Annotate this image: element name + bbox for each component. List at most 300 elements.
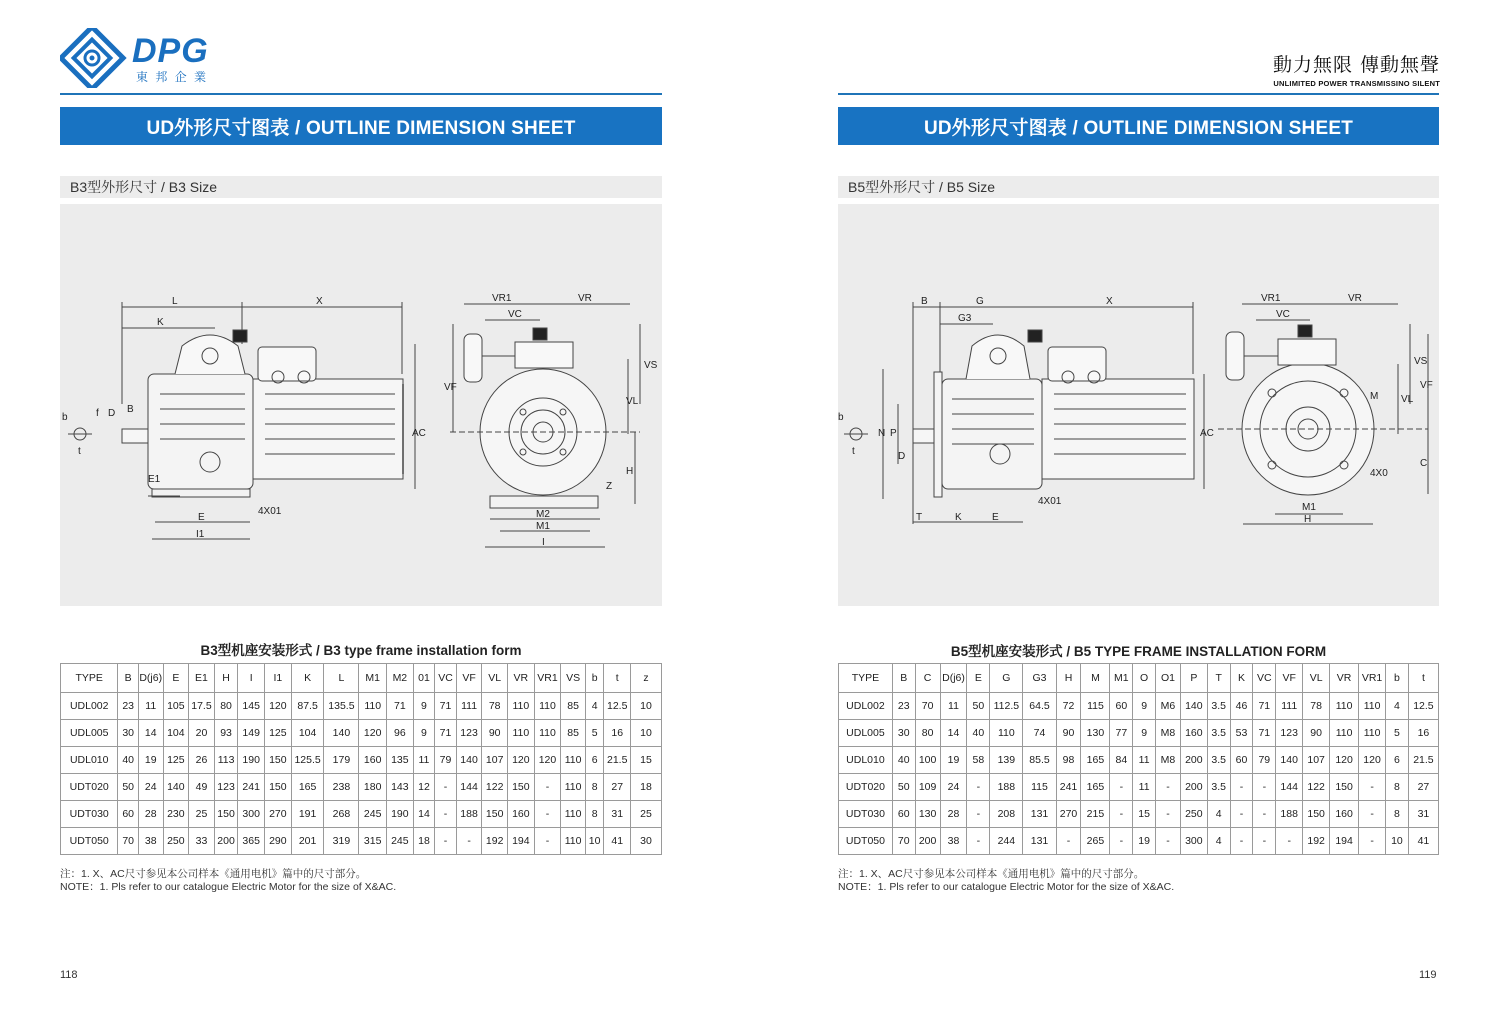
table-cell: 60 (892, 801, 915, 828)
table-cell: - (534, 801, 561, 828)
table-cell: 71 (1253, 720, 1276, 747)
table-cell: 270 (1056, 801, 1081, 828)
table-cell: 23 (118, 693, 139, 720)
right-banner: UD外形尺寸图表 / OUTLINE DIMENSION SHEET (838, 107, 1439, 145)
table-cell: 192 (482, 828, 508, 855)
table-cell: 10 (631, 693, 662, 720)
table-cell: 5 (585, 720, 603, 747)
dim-holes2-label: 4X0 (1370, 468, 1388, 479)
table-cell: 60 (1230, 747, 1253, 774)
table-cell: 107 (1303, 747, 1330, 774)
column-header: M (1081, 664, 1110, 693)
table-cell: 3.5 (1207, 774, 1230, 801)
table-cell: 188 (990, 774, 1023, 801)
column-header: H (1056, 664, 1081, 693)
dim-vr1-label: VR1 (492, 293, 512, 304)
table-cell: 188 (456, 801, 482, 828)
table-cell: 27 (1408, 774, 1438, 801)
table-row (839, 801, 1439, 828)
table-cell: 24 (138, 774, 163, 801)
column-header: VR (1330, 664, 1359, 693)
table-row (839, 774, 1439, 801)
table-cell: 87.5 (291, 693, 324, 720)
table-cell: 115 (1081, 693, 1110, 720)
table-cell: 21.5 (1408, 747, 1438, 774)
left-subhead: B3型外形尺寸 / B3 Size (60, 176, 662, 198)
dim-g-label: G (976, 296, 984, 307)
column-header: P (1180, 664, 1207, 693)
column-header: E1 (189, 664, 215, 693)
table-cell: 165 (1081, 774, 1110, 801)
table-cell: 19 (940, 747, 967, 774)
table-cell: 5 (1386, 720, 1409, 747)
table-cell: - (1276, 828, 1303, 855)
table-cell: 90 (482, 720, 508, 747)
table-cell: 71 (387, 693, 414, 720)
table-cell: 125.5 (291, 747, 324, 774)
table-cell: - (967, 801, 990, 828)
table-cell: 90 (1056, 720, 1081, 747)
left-page-number: 118 (60, 969, 78, 981)
table-cell: 165 (291, 774, 324, 801)
table-cell: 28 (138, 801, 163, 828)
table-header-row (61, 664, 662, 693)
table-cell: 130 (915, 801, 940, 828)
table-cell: 12 (413, 774, 435, 801)
dim-vr-label: VR (1348, 293, 1362, 304)
column-header: K (291, 664, 324, 693)
table-cell: 3.5 (1207, 720, 1230, 747)
table-cell: 14 (138, 720, 163, 747)
table-cell: 70 (892, 828, 915, 855)
left-note (60, 868, 396, 894)
table-cell: 9 (1133, 720, 1156, 747)
table-cell: 300 (238, 801, 265, 828)
table-cell: 9 (413, 693, 435, 720)
table-row (61, 693, 662, 720)
table-cell: 58 (967, 747, 990, 774)
table-cell: 230 (163, 801, 189, 828)
table-cell: 200 (1180, 774, 1207, 801)
table-cell: 107 (482, 747, 508, 774)
column-header: O (1133, 664, 1156, 693)
table-cell: 110 (534, 720, 561, 747)
dim-z-label: Z (606, 481, 613, 492)
table-cell: 8 (1386, 801, 1409, 828)
table-cell: 11 (413, 747, 435, 774)
table-cell: 150 (508, 774, 535, 801)
table-cell: 71 (435, 693, 457, 720)
table-cell: 111 (456, 693, 482, 720)
table-cell: 12.5 (1408, 693, 1438, 720)
b5-drawing-panel (838, 204, 1439, 606)
table-cell: 4 (585, 693, 603, 720)
table-cell: - (1359, 774, 1386, 801)
table-cell: UDT050 (839, 828, 893, 855)
table-cell: 74 (1023, 720, 1056, 747)
slogan-cn: 動力無限 傳動無聲 (1272, 54, 1440, 76)
table-cell: 110 (561, 801, 586, 828)
table-cell: 110 (561, 774, 586, 801)
table-cell: 71 (1253, 693, 1276, 720)
dim-x-label: X (316, 296, 323, 307)
table-cell: 120 (1359, 747, 1386, 774)
table-cell: 15 (1133, 801, 1156, 828)
column-header: L (324, 664, 359, 693)
table-cell: UDL010 (839, 747, 893, 774)
table-cell: 23 (892, 693, 915, 720)
table-cell: 11 (940, 693, 967, 720)
table-cell: 14 (940, 720, 967, 747)
table-cell: 30 (892, 720, 915, 747)
table-cell: 20 (189, 720, 215, 747)
table-cell: 110 (359, 693, 387, 720)
table-cell: 135 (387, 747, 414, 774)
column-header: t (1408, 664, 1438, 693)
table-cell: 96 (387, 720, 414, 747)
table-cell: 104 (163, 720, 189, 747)
table-cell: 40 (118, 747, 139, 774)
dim-n-label: N (878, 428, 886, 439)
dim-f-label: f (96, 408, 99, 419)
column-header: H (214, 664, 238, 693)
table-cell: 123 (456, 720, 482, 747)
table-cell: 135.5 (324, 693, 359, 720)
table-cell: 165 (1081, 747, 1110, 774)
table-cell: 265 (1081, 828, 1110, 855)
table-cell: 64.5 (1023, 693, 1056, 720)
table-cell: - (1359, 828, 1386, 855)
table-cell: UDL002 (839, 693, 893, 720)
dim-i1-label: I1 (196, 529, 205, 540)
table-cell: UDL002 (61, 693, 118, 720)
table-cell: 4 (1207, 801, 1230, 828)
right-header-rule (838, 93, 1439, 95)
table-cell: 41 (604, 828, 631, 855)
column-header: G3 (1023, 664, 1056, 693)
table-cell: 19 (1133, 828, 1156, 855)
table-cell: 18 (631, 774, 662, 801)
table-cell: 25 (631, 801, 662, 828)
table-row (61, 720, 662, 747)
dim-m2-label: M2 (536, 509, 550, 520)
table-cell: 70 (118, 828, 139, 855)
column-header: O1 (1156, 664, 1181, 693)
column-header: D(j6) (940, 664, 967, 693)
table-cell: - (1253, 801, 1276, 828)
column-header: b (585, 664, 603, 693)
table-cell: 40 (967, 720, 990, 747)
table-cell: 10 (631, 720, 662, 747)
dim-e1-label: E1 (148, 474, 161, 485)
left-note-en: NOTE：1. Pls refer to our catalogue Electric Motor for the size of X&AC. (60, 881, 397, 893)
table-cell: 113 (214, 747, 238, 774)
left-header-rule (60, 93, 662, 95)
dim-i-label: I (542, 537, 545, 548)
table-cell: 11 (138, 693, 163, 720)
dim-p-label: P (890, 428, 897, 439)
b5-dimension-table (838, 663, 1439, 855)
table-cell: 8 (585, 801, 603, 828)
dim-b-small-label: b (838, 412, 844, 423)
dim-d-label: D (898, 451, 906, 462)
table-cell: 110 (561, 747, 586, 774)
column-header: E (163, 664, 189, 693)
table-cell: 191 (291, 801, 324, 828)
table-cell: 98 (1056, 747, 1081, 774)
table-cell: 31 (604, 801, 631, 828)
table-cell: 16 (604, 720, 631, 747)
table-cell: 160 (1180, 720, 1207, 747)
table-cell: 143 (387, 774, 414, 801)
table-cell: M8 (1156, 720, 1181, 747)
table-cell: 188 (1276, 801, 1303, 828)
table-cell: UDT030 (839, 801, 893, 828)
table-cell: 4 (1207, 828, 1230, 855)
column-header: D(j6) (138, 664, 163, 693)
table-cell: - (1156, 774, 1181, 801)
table-row (61, 774, 662, 801)
table-cell: 144 (1276, 774, 1303, 801)
table-cell: 145 (238, 693, 265, 720)
column-header: TYPE (839, 664, 893, 693)
table-cell: 120 (359, 720, 387, 747)
table-cell: 78 (482, 693, 508, 720)
table-cell: 125 (265, 720, 292, 747)
table-cell: 110 (508, 720, 535, 747)
table-cell: 70 (915, 693, 940, 720)
table-row (61, 801, 662, 828)
right-subhead: B5型外形尺寸 / B5 Size (838, 176, 1439, 198)
table-cell: 139 (990, 747, 1023, 774)
table-cell: 120 (534, 747, 561, 774)
table-cell: 31 (1408, 801, 1438, 828)
table-cell: 150 (265, 774, 292, 801)
dim-k-label: K (955, 512, 962, 523)
table-cell: 120 (508, 747, 535, 774)
table-cell: 122 (482, 774, 508, 801)
table-cell: 71 (435, 720, 457, 747)
table-cell: 85 (561, 693, 586, 720)
column-header: I1 (265, 664, 292, 693)
column-header: 01 (413, 664, 435, 693)
table-cell: 110 (1330, 720, 1359, 747)
table-cell: 104 (291, 720, 324, 747)
table-cell: 30 (631, 828, 662, 855)
table-cell: 79 (435, 747, 457, 774)
table-cell: 49 (189, 774, 215, 801)
table-cell: 14 (413, 801, 435, 828)
dim-ac-label: AC (1200, 428, 1214, 439)
dim-h-label: H (626, 466, 634, 477)
column-header: t (604, 664, 631, 693)
table-cell: 100 (915, 747, 940, 774)
table-cell: 60 (118, 801, 139, 828)
table-cell: - (1156, 828, 1181, 855)
table-cell: - (967, 828, 990, 855)
table-cell: 140 (163, 774, 189, 801)
table-cell: 46 (1230, 693, 1253, 720)
column-header: VL (1303, 664, 1330, 693)
table-cell: UDL005 (61, 720, 118, 747)
table-cell: 10 (1386, 828, 1409, 855)
table-cell: 110 (990, 720, 1023, 747)
column-header: G (990, 664, 1023, 693)
table-cell: 160 (359, 747, 387, 774)
table-cell: 9 (413, 720, 435, 747)
column-header: M2 (387, 664, 414, 693)
column-header: B (118, 664, 139, 693)
table-cell: 105 (163, 693, 189, 720)
table-cell: 190 (387, 801, 414, 828)
table-cell: 268 (324, 801, 359, 828)
table-cell: 6 (585, 747, 603, 774)
column-header: b (1386, 664, 1409, 693)
table-row (839, 747, 1439, 774)
table-cell: 131 (1023, 828, 1056, 855)
table-cell: - (967, 774, 990, 801)
dim-b-label: B (921, 296, 928, 307)
dim-l-label: L (172, 296, 178, 307)
table-cell: 319 (324, 828, 359, 855)
column-header: VC (435, 664, 457, 693)
dim-ac-label: AC (412, 428, 426, 439)
table-cell: - (1253, 774, 1276, 801)
table-cell: 144 (456, 774, 482, 801)
table-cell: 27 (604, 774, 631, 801)
table-header-row (839, 664, 1439, 693)
column-header: K (1230, 664, 1253, 693)
table-cell: 9 (1133, 693, 1156, 720)
table-cell: 215 (1081, 801, 1110, 828)
table-cell: 140 (1180, 693, 1207, 720)
table-cell: UDT020 (839, 774, 893, 801)
table-row (61, 747, 662, 774)
table-cell: - (534, 828, 561, 855)
b3-drawing-panel (60, 204, 662, 606)
table-cell: 110 (534, 693, 561, 720)
dim-e-label: E (198, 512, 205, 523)
table-cell: 21.5 (604, 747, 631, 774)
table-cell: 93 (214, 720, 238, 747)
dim-vs-label: VS (1414, 356, 1428, 367)
table-cell: 140 (324, 720, 359, 747)
table-cell: 8 (1386, 774, 1409, 801)
table-cell: 315 (359, 828, 387, 855)
table-cell: 38 (940, 828, 967, 855)
table-cell: 85 (561, 720, 586, 747)
column-header: VS (561, 664, 586, 693)
table-cell: - (435, 774, 457, 801)
table-cell: 241 (1056, 774, 1081, 801)
dim-t-label: T (916, 512, 923, 523)
table-cell: 122 (1303, 774, 1330, 801)
table-cell: 131 (1023, 801, 1056, 828)
table-cell: 160 (508, 801, 535, 828)
table-cell: - (1230, 801, 1253, 828)
table-cell: 120 (265, 693, 292, 720)
table-cell: 30 (118, 720, 139, 747)
dim-vc-label: VC (508, 309, 522, 320)
column-header: E (967, 664, 990, 693)
table-cell: - (435, 801, 457, 828)
table-cell: 50 (118, 774, 139, 801)
right-table-caption: B5型机座安装形式 / B5 TYPE FRAME INSTALLATION FORM (950, 644, 1327, 659)
table-cell: 50 (967, 693, 990, 720)
table-cell: - (1110, 774, 1133, 801)
table-cell: 140 (1276, 747, 1303, 774)
table-cell: 40 (892, 747, 915, 774)
table-row (61, 828, 662, 855)
table-cell: 300 (1180, 828, 1207, 855)
dim-h-label: H (1304, 514, 1312, 525)
dim-e-label: E (992, 512, 999, 523)
table-cell: 4 (1386, 693, 1409, 720)
table-cell: 245 (387, 828, 414, 855)
column-header: VF (1276, 664, 1303, 693)
table-cell: 200 (214, 828, 238, 855)
table-cell: 180 (359, 774, 387, 801)
table-cell: 201 (291, 828, 324, 855)
dim-m-label: M (1370, 391, 1379, 402)
table-cell: 25 (189, 801, 215, 828)
table-cell: 194 (508, 828, 535, 855)
table-cell: 192 (1303, 828, 1330, 855)
table-cell: 19 (138, 747, 163, 774)
table-cell: M6 (1156, 693, 1181, 720)
table-cell: 245 (359, 801, 387, 828)
dim-m1-label: M1 (536, 521, 550, 532)
table-cell: 109 (915, 774, 940, 801)
table-cell: 12.5 (604, 693, 631, 720)
table-cell: 110 (561, 828, 586, 855)
table-cell: 26 (189, 747, 215, 774)
table-cell: 112.5 (990, 693, 1023, 720)
table-row (839, 828, 1439, 855)
dim-vf-label: VF (444, 382, 457, 393)
table-cell: 270 (265, 801, 292, 828)
table-cell: 200 (915, 828, 940, 855)
table-cell: 365 (238, 828, 265, 855)
dim-x-label: X (1106, 296, 1113, 307)
slogan-block (1250, 50, 1440, 88)
table-cell: 90 (1303, 720, 1330, 747)
column-header: VR1 (1359, 664, 1386, 693)
table-cell: 149 (238, 720, 265, 747)
right-note (838, 868, 1174, 894)
dim-t-label: t (78, 446, 81, 457)
column-header: M1 (1110, 664, 1133, 693)
dim-holes-label: 4X01 (1038, 496, 1062, 507)
dim-vc-label: VC (1276, 309, 1290, 320)
left-note-cn: 注：1. X、AC尺寸参见本公司样本《通用电机》篇中的尺寸部分。 (60, 868, 367, 880)
table-cell: 123 (1276, 720, 1303, 747)
table-cell: 28 (940, 801, 967, 828)
table-cell: 110 (508, 693, 535, 720)
table-cell: UDT050 (61, 828, 118, 855)
dpg-logo (60, 28, 250, 88)
table-cell: 78 (1303, 693, 1330, 720)
table-cell: 115 (1023, 774, 1056, 801)
table-cell: 60 (1110, 693, 1133, 720)
table-cell: - (534, 774, 561, 801)
table-cell: 84 (1110, 747, 1133, 774)
table-cell: 77 (1110, 720, 1133, 747)
table-cell: - (1253, 828, 1276, 855)
dim-d-label: D (108, 408, 116, 419)
table-cell: 250 (163, 828, 189, 855)
table-cell: 17.5 (189, 693, 215, 720)
